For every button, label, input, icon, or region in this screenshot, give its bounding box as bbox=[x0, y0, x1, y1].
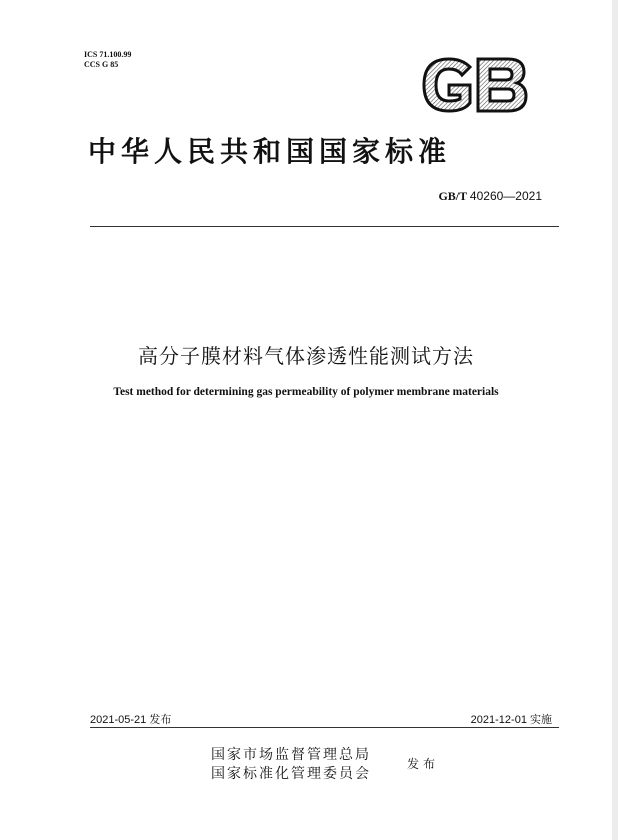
top-divider bbox=[90, 226, 559, 227]
bottom-divider bbox=[90, 727, 559, 728]
ccs-code: CCS G 85 bbox=[84, 60, 119, 69]
gb-logo bbox=[418, 55, 530, 115]
issue-label: 发布 bbox=[407, 757, 440, 771]
ics-code: ICS 71.100.99 bbox=[84, 50, 132, 59]
standard-number-value: 40260—2021 bbox=[469, 189, 542, 203]
standard-prefix: GB/T bbox=[438, 189, 467, 203]
english-title: Test method for determining gas permeability of polymer membrane materials bbox=[113, 386, 499, 398]
national-standard-title: 中华人民共和国国家标准 bbox=[88, 135, 452, 168]
issuing-authorities bbox=[211, 746, 371, 784]
publication-date: 2021-05-21 发布 bbox=[90, 714, 172, 726]
classification-codes bbox=[84, 50, 131, 70]
chinese-title: 高分子膜材料气体渗透性能测试方法 bbox=[138, 344, 474, 368]
issuer-samr: 国家市场监督管理总局 bbox=[211, 747, 371, 763]
implementation-date: 2021-12-01 实施 bbox=[470, 714, 552, 726]
standard-number bbox=[438, 189, 542, 204]
issuer-sac: 国家标准化管理委员会 bbox=[211, 766, 371, 782]
